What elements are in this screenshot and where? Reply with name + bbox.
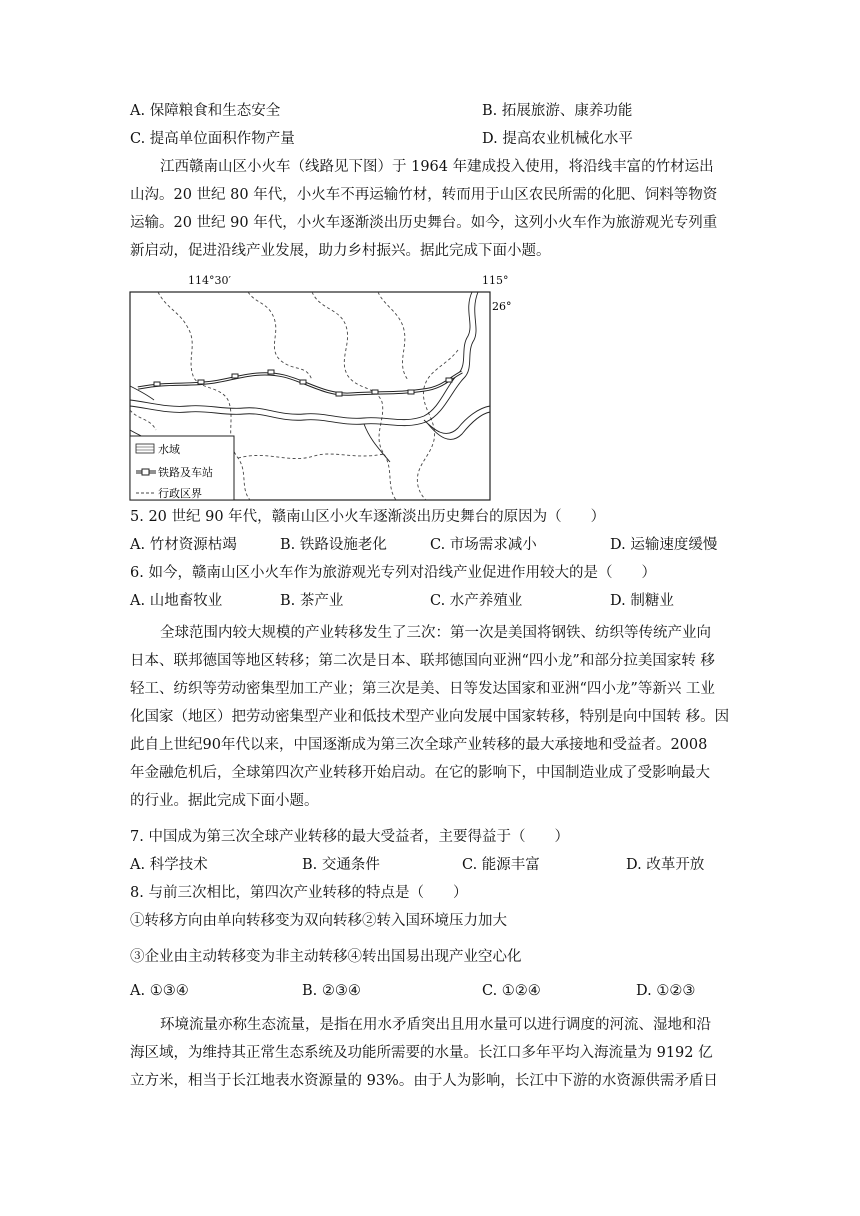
q8-option-c: C. ①②④ — [482, 983, 541, 999]
passage2-line: 的行业。据此完成下面小题。 — [130, 793, 319, 809]
passage2-line: 轻工、纺织等劳动密集型加工产业；第三次是美、日等发达国家和亚洲“四小龙”等新兴 工业 — [130, 681, 715, 697]
q4-option-d: D. 提高农业机械化水平 — [482, 131, 633, 147]
q8-option-d: D. ①②③ — [636, 983, 696, 999]
map-legend — [130, 436, 234, 500]
passage1-line: 江西赣南山区小火车（线路见下图）于 1964 年建成投入使用，将沿线丰富的竹材运出 — [160, 159, 714, 175]
q8-statement-2: ③企业由主动转移变为非主动转移④转出国易出现产业空心化 — [130, 949, 522, 965]
passage3-line: 环境流量亦称生态流量，是指在用水矛盾突出且用水量可以进行调度的河流、湿地和沿 — [160, 1017, 711, 1033]
passage2-line: 此自上世纪90年代以来，中国逐渐成为第三次全球产业转移的最大承接地和受益者。2008 — [130, 737, 708, 753]
q7-option-b: B. 交通条件 — [302, 857, 380, 873]
q6-option-a: A. 山地畜牧业 — [130, 593, 223, 609]
passage2-line: 化国家（地区）把劳动密集型产业和低技术型产业向发展中国家转移，特别是向中国转 移。因 — [130, 709, 730, 725]
q7-stem: 7. 中国成为第三次全球产业转移的最大受益者，主要得益于（ ） — [130, 829, 569, 845]
q6-stem: 6. 如今，赣南山区小火车作为旅游观光专列对沿线产业促进作用较大的是（ ） — [130, 565, 656, 581]
q5-option-d: D. 运输速度缓慢 — [610, 537, 718, 553]
passage1-line: 运输。20 世纪 90 年代，小火车逐渐淡出历史舞台。如今，这列小火车作为旅游观光专列重 — [130, 215, 718, 231]
q8-option-b: B. ②③④ — [302, 983, 361, 999]
q6-option-d: D. 制糖业 — [610, 593, 674, 609]
passage3-line: 海区域，为维持其正常生态系统及功能所需要的水量。长江口多年平均入海流量为 9192 亿 — [130, 1045, 713, 1061]
q8-statement-1: ①转移方向由单向转移变为双向转移②转入国环境压力加大 — [130, 913, 507, 929]
q6-option-b: B. 茶产业 — [280, 593, 344, 609]
q5-option-a: A. 竹材资源枯竭 — [130, 537, 237, 553]
q8-stem: 8. 与前三次相比，第四次产业转移的特点是（ ） — [130, 885, 468, 901]
q7-option-a: A. 科学技术 — [130, 857, 208, 873]
passage3-line: 立方米，相当于长江地表水资源量的 93%。由于人为影响，长江中下游的水资源供需矛盾日 — [130, 1073, 718, 1089]
passage2-line: 全球范围内较大规模的产业转移发生了三次：第一次是美国将钢铁、纺织等传统产业向 — [160, 625, 711, 641]
q8-option-a: A. ①③④ — [130, 983, 189, 999]
lon-right-label: 115° — [482, 274, 509, 287]
legend-railway: 铁路及车站 — [158, 466, 213, 479]
passage2-line: 年金融危机后，全球第四次产业转移开始启动。在它的影响下，中国制造业成了受影响最大 — [130, 765, 710, 781]
q7-option-c: C. 能源丰富 — [462, 857, 540, 873]
q5-option-c: C. 市场需求减小 — [430, 537, 537, 553]
q4-option-c: C. 提高单位面积作物产量 — [130, 131, 295, 147]
lon-left-label: 114°30′ — [188, 274, 231, 287]
q6-option-c: C. 水产养殖业 — [430, 593, 523, 609]
railway-line — [138, 370, 462, 396]
legend-water: 水域 — [158, 443, 180, 456]
q4-option-b: B. 拓展旅游、康养功能 — [482, 103, 633, 119]
q7-option-d: D. 改革开放 — [626, 857, 705, 873]
passage1-line: 山沟。20 世纪 80 年代，小火车不再运输竹材，转而用于山区农民所需的化肥、饲料等物资 — [130, 187, 718, 203]
legend-admin: 行政区界 — [158, 487, 202, 500]
passage2-line: 日本、联邦德国等地区转移；第二次是日本、联邦德国向亚洲“四小龙”和部分拉美国家转 移 — [130, 653, 715, 669]
q5-option-b: B. 铁路设施老化 — [280, 537, 387, 553]
q5-stem: 5. 20 世纪 90 年代，赣南山区小火车逐渐淡出历史舞台的原因为（ ） — [130, 509, 606, 525]
lat-label: 26° — [492, 300, 512, 313]
railway-map-figure — [128, 290, 512, 502]
passage1-line: 新启动，促进沿线产业发展，助力乡村振兴。据此完成下面小题。 — [130, 243, 551, 259]
q4-option-a: A. 保障粮食和生态安全 — [130, 103, 281, 119]
railway-map-svg — [128, 290, 512, 502]
